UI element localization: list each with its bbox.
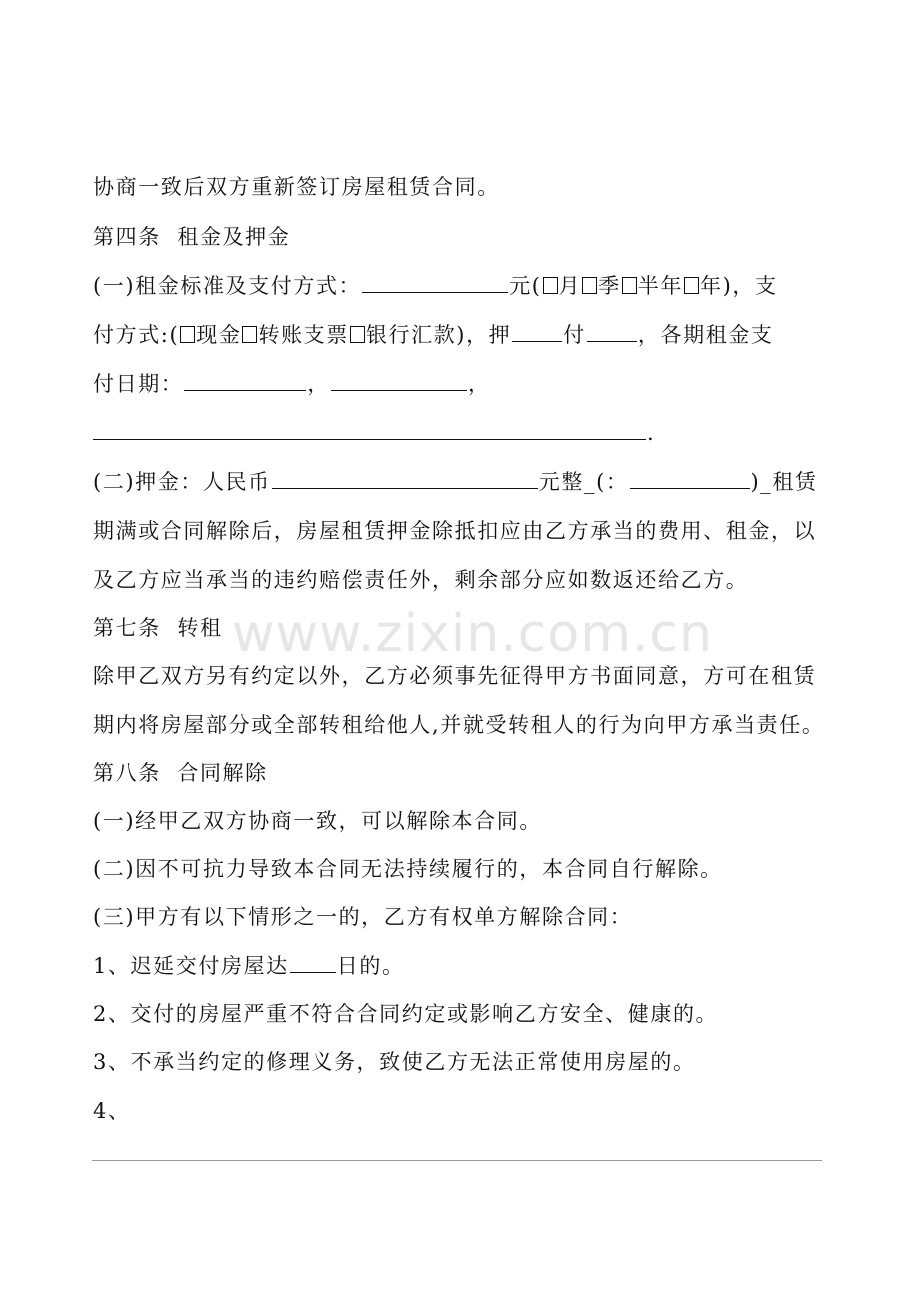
option-cash: 现金 bbox=[196, 323, 242, 347]
rent-unit-open: 元( bbox=[509, 274, 542, 298]
article-4-heading: 第四条 租金及押金 bbox=[93, 225, 291, 249]
deposit-unit: 元整_(： bbox=[538, 470, 629, 494]
rent-standard-label: (一)租金标准及支付方式： bbox=[93, 274, 362, 298]
payment-date-line bbox=[93, 371, 491, 397]
termination-clause-1: (一)经甲乙双方协商一致，可以解除本合同。 bbox=[93, 809, 542, 833]
rent-standard-line bbox=[93, 273, 778, 299]
paragraph-renegotiate: 协商一致后双方重新签订房屋租赁合同。 bbox=[93, 175, 500, 199]
checkbox-year bbox=[684, 277, 699, 294]
termination-item-3: 3、不承当约定的修理义务，致使乙方无法正常使用房屋的。 bbox=[93, 1050, 696, 1074]
termination-clause-2: (二)因不可抗力导致本合同无法持续履行的，本合同自行解除。 bbox=[93, 857, 723, 881]
item-1-tail: 日的。 bbox=[336, 954, 405, 978]
rent-amount-blank bbox=[362, 274, 508, 293]
sublease-line-1: 除甲乙双方另有约定以外，乙方必须事先征得甲方书面同意，方可在租赁 bbox=[93, 664, 817, 688]
delay-days-blank bbox=[290, 954, 336, 973]
payment-date-lead: ，各期租金支 bbox=[637, 323, 774, 347]
item-1-text: 1、迟延交付房屋达 bbox=[93, 954, 289, 978]
termination-item-2: 2、交付的房屋严重不符合合同约定或影响乙方安全、健康的。 bbox=[93, 1002, 719, 1026]
payment-date-continuation bbox=[93, 420, 655, 446]
bottom-rule bbox=[92, 1160, 822, 1161]
termination-item-4: 4、 bbox=[93, 1099, 131, 1123]
payment-method-line bbox=[93, 322, 774, 348]
sublease-line-2: 期内将房屋部分或全部转租给他人,并就受转租人的行为向甲方承当责任。 bbox=[93, 713, 825, 737]
comma-2: ， bbox=[468, 372, 491, 396]
option-year: 年)，支 bbox=[700, 274, 778, 298]
payment-method-label: 付方式:( bbox=[93, 323, 180, 347]
article-8-heading: 第八条 合同解除 bbox=[93, 761, 268, 785]
option-transfer-check: 转账支票 bbox=[258, 323, 349, 347]
option-month: 月 bbox=[558, 274, 582, 298]
article-7-heading: 第七条 转租 bbox=[93, 616, 223, 640]
deposit-months-blank bbox=[512, 323, 562, 342]
checkbox-month bbox=[543, 277, 558, 294]
checkbox-cash bbox=[180, 326, 195, 343]
option-bank-remit: 银行汇款)，押 bbox=[365, 323, 512, 347]
watermark: www.zixin.com.cn bbox=[232, 604, 713, 664]
pay-label: 付 bbox=[563, 323, 586, 347]
payment-date-blank-3 bbox=[93, 421, 646, 440]
termination-item-1 bbox=[93, 953, 405, 979]
deposit-uppercase-blank bbox=[630, 470, 750, 489]
option-season: 季 bbox=[598, 274, 621, 298]
payment-date-label: 付日期： bbox=[93, 372, 184, 396]
option-half-year: 半年 bbox=[637, 274, 684, 298]
checkbox-transfer-check bbox=[242, 326, 257, 343]
deposit-tail: )_租赁 bbox=[750, 470, 818, 494]
comma-1: ， bbox=[307, 372, 331, 396]
deposit-refund-line-2: 及乙方应当承当的违约赔偿责任外，剩余部分应如数返还给乙方。 bbox=[93, 568, 749, 592]
period-mark: . bbox=[647, 421, 656, 445]
deposit-label: (二)押金：人民币 bbox=[93, 470, 271, 494]
pay-months-blank bbox=[587, 323, 637, 342]
payment-date-blank-2 bbox=[331, 372, 467, 391]
deposit-line bbox=[93, 469, 818, 495]
checkbox-bank-remit bbox=[350, 326, 365, 343]
deposit-refund-line-1: 期满或合同解除后，房屋租赁押金除抵扣应由乙方承当的费用、租金，以 bbox=[93, 519, 817, 543]
deposit-amount-blank bbox=[272, 470, 538, 489]
checkbox-season bbox=[582, 277, 597, 294]
termination-clause-3: (三)甲方有以下情形之一的，乙方有权单方解除合同： bbox=[93, 905, 633, 929]
payment-date-blank-1 bbox=[184, 372, 306, 391]
checkbox-half-year bbox=[622, 277, 637, 294]
